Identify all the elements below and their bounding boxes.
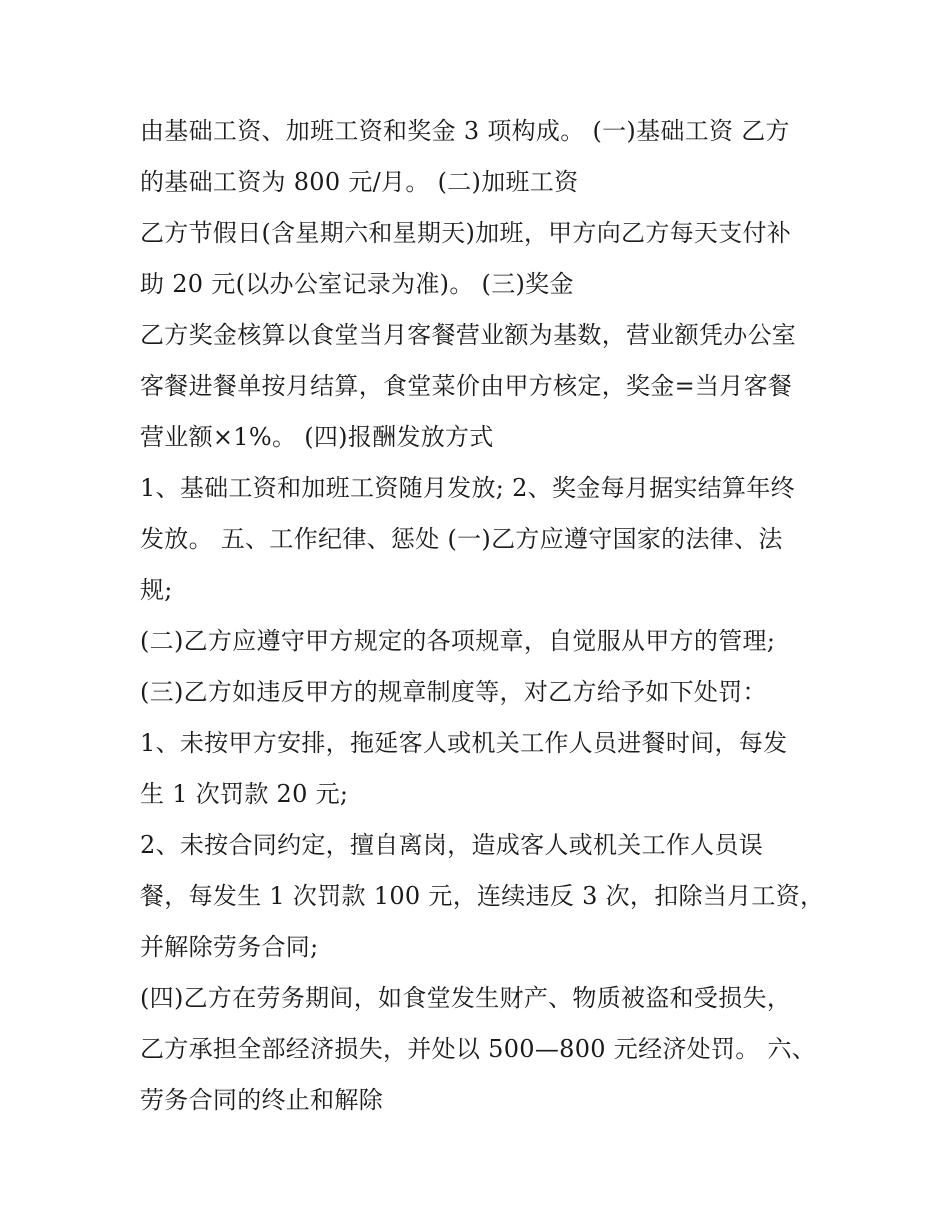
text-line: 客餐进餐单按月结算，食堂菜价由甲方核定，奖金=当月客餐: [140, 372, 793, 400]
text-line: 乙方奖金核算以食堂当月客餐营业额为基数，营业额凭办公室: [140, 321, 797, 349]
text-line: 1、未按甲方安排，拖延客人或机关工作人员进餐时间，每发: [140, 729, 788, 757]
text-line: 劳务合同的终止和解除: [140, 1086, 383, 1114]
text-line: 乙方节假日(含星期六和星期天)加班，甲方向乙方每天支付补: [140, 219, 792, 247]
document-body: [140, 106, 825, 1126]
text-line: 营业额×1%。 (四)报酬发放方式: [140, 423, 494, 451]
text-line: 助 20 元(以办公室记录为准)。 (三)奖金: [140, 270, 574, 298]
text-line: 并解除劳务合同;: [140, 933, 319, 961]
text-line: 规;: [140, 576, 173, 604]
text-line: 的基础工资为 800 元/月。 (二)加班工资: [140, 168, 579, 196]
text-line: 餐，每发生 1 次罚款 100 元，连续违反 3 次，扣除当月工资，: [140, 882, 825, 910]
text-line: (四)乙方在劳务期间，如食堂发生财产、物质被盗和受损失，: [140, 984, 792, 1012]
text-line: (二)乙方应遵守甲方规定的各项规章，自觉服从甲方的管理;: [140, 627, 776, 655]
text-line: (三)乙方如违反甲方的规章制度等，对乙方给予如下处罚：: [140, 678, 767, 706]
text-line: 由基础工资、加班工资和奖金 3 项构成。 (一)基础工资 乙方: [140, 117, 790, 145]
text-line: 2、未按合同约定，擅自离岗，造成客人或机关工作人员误: [140, 831, 764, 859]
text-line: 生 1 次罚款 20 元;: [140, 780, 349, 808]
text-line: 发放。 五、工作纪律、惩处 (一)乙方应遵守国家的法律、法: [140, 525, 783, 553]
text-line: 乙方承担全部经济损失，并处以 500—800 元经济处罚。 六、: [140, 1035, 817, 1063]
text-line: 1、基础工资和加班工资随月发放; 2、奖金每月据实结算年终: [140, 474, 795, 502]
